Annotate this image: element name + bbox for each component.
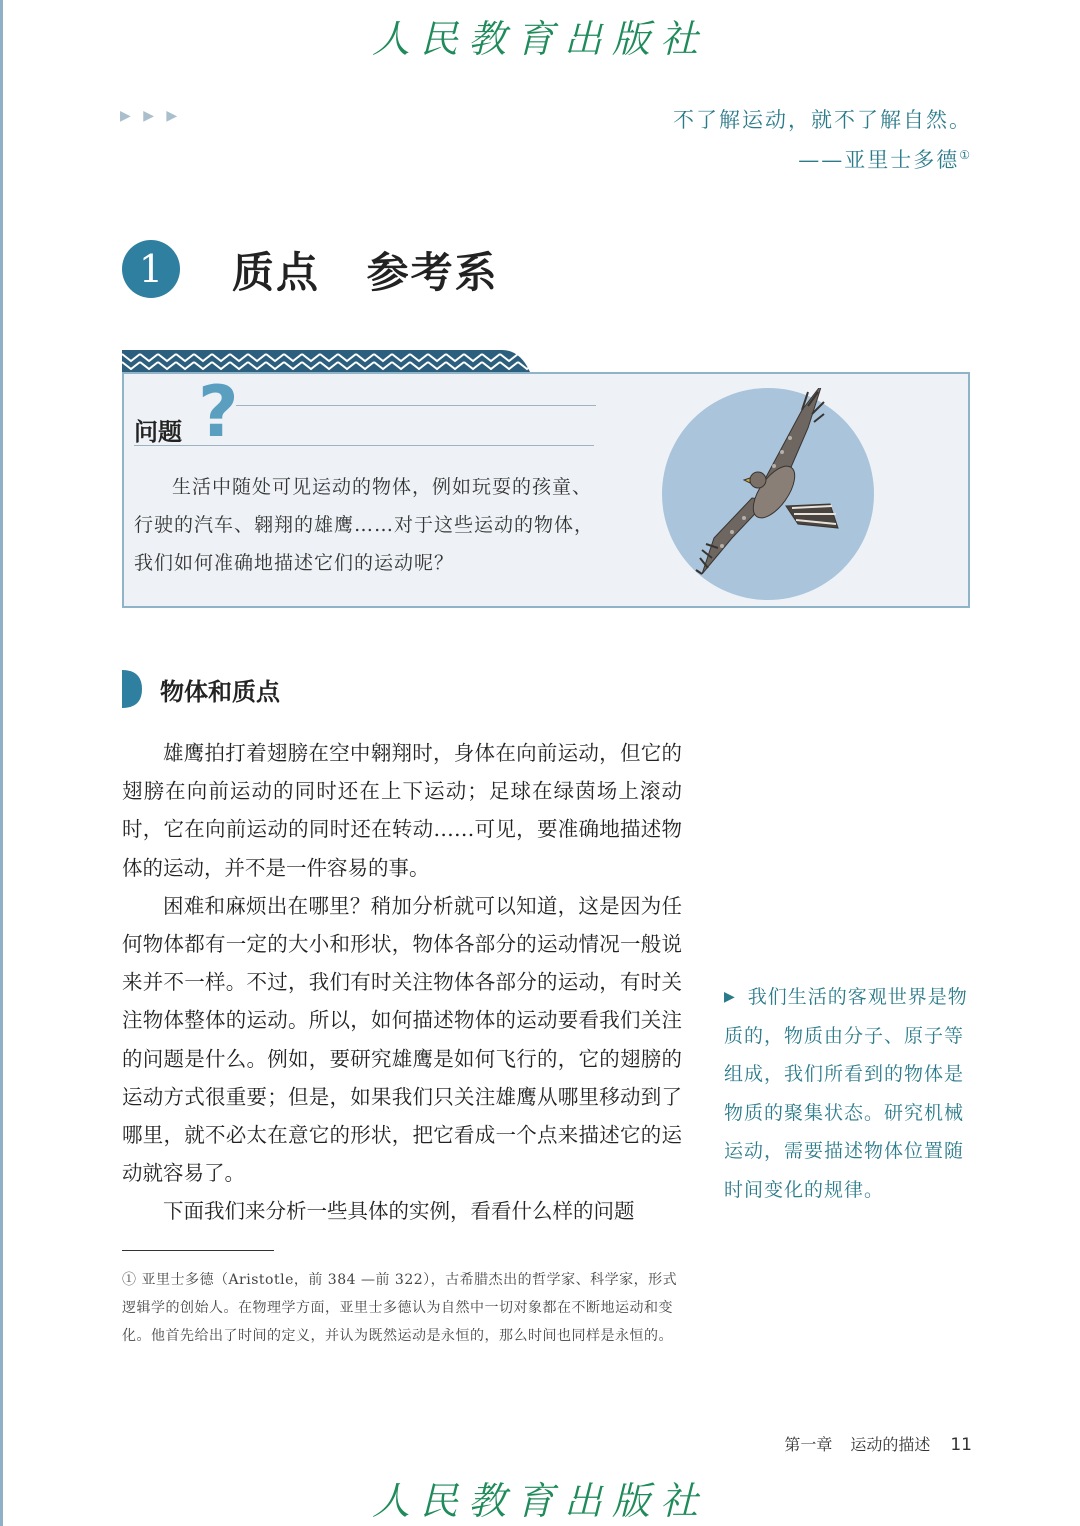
page-edge-rule	[0, 0, 3, 1526]
paragraph: 雄鹰拍打着翅膀在空中翱翔时，身体在向前运动，但它的翅膀在向前运动的同时还在上下运动；足球在绿茵场上滚动时，它在向前运动的同时还在转动……可见，要准确地描述物体的运动，并不是一件容易的事。	[122, 741, 682, 880]
question-mark-icon: ?	[198, 371, 239, 453]
epigraph-quote: 不了解运动，就不了解自然。	[673, 108, 972, 132]
epigraph-author	[798, 144, 972, 174]
question-label: 问题	[134, 418, 182, 446]
question-text: 生活中随处可见运动的物体，例如玩耍的孩童、行驶的汽车、翱翔的雄鹰……对于这些运动的物体，我们如何准确地描述它们的运动呢？	[134, 476, 595, 574]
hawk-illustration	[662, 388, 874, 600]
publisher-watermark-bottom: 人民教育出版社	[371, 1479, 708, 1523]
side-note	[724, 978, 974, 1209]
side-note-text: 我们生活的客观世界是物质的，物质由分子、原子等组成，我们所看到的物体是物质的聚集状态。研究机械运动，需要描述物体位置随时间变化的规律。	[724, 986, 968, 1201]
publisher-watermark-top: 人民教育出版社	[371, 17, 708, 61]
chapter-label: 第一章	[784, 1435, 833, 1454]
body-text	[122, 734, 682, 1231]
page-marker-arrows: ▶ ▶ ▶	[120, 108, 182, 124]
epigraph-author-name: ——亚里士多德	[798, 148, 960, 172]
page-number: 11	[950, 1435, 972, 1455]
note-arrow-icon: ▶	[724, 989, 736, 1005]
chapter-title: 运动的描述	[850, 1435, 931, 1454]
footnote-ref[interactable]: ①	[959, 148, 972, 162]
subsection-title: 物体和质点	[160, 678, 280, 706]
paragraph: 困难和麻烦出在哪里？稍加分析就可以知道，这是因为任何物体都有一定的大小和形状，物体各部分的运动情况一般说来并不一样。不过，我们有时关注物体各部分的运动，有时关注物体整体的运动。所以，如何描述物体的运动要看我们关注的问题是什么。例如，要研究雄鹰是如何飞行的，它的翅膀的运动方式很重要；但是，如果我们只关注雄鹰从哪里移动到了哪里，就不必太在意它的形状，把它看成一个点来描述它的运动就容易了。	[122, 893, 682, 1186]
section-number-badge: 1	[122, 240, 180, 298]
page-footer	[784, 1432, 972, 1455]
section-title: 质点 参考系	[232, 248, 499, 297]
paragraph: 下面我们来分析一些具体的实例，看看什么样的问题	[163, 1199, 635, 1224]
subsection-marker-icon	[122, 670, 142, 708]
footnote: ① 亚里士多德（Aristotle，前 384 —前 322），古希腊杰出的哲学家、科学家，形式逻辑学的创始人。在物理学方面，亚里士多德认为自然中一切对象都在不断地运动和变化。他首先给出了时间的定义，并认为既然运动是永恒的，那么时间也同样是永恒的。	[122, 1272, 678, 1344]
question-rule-top	[236, 405, 596, 406]
footnote-rule	[122, 1250, 274, 1251]
